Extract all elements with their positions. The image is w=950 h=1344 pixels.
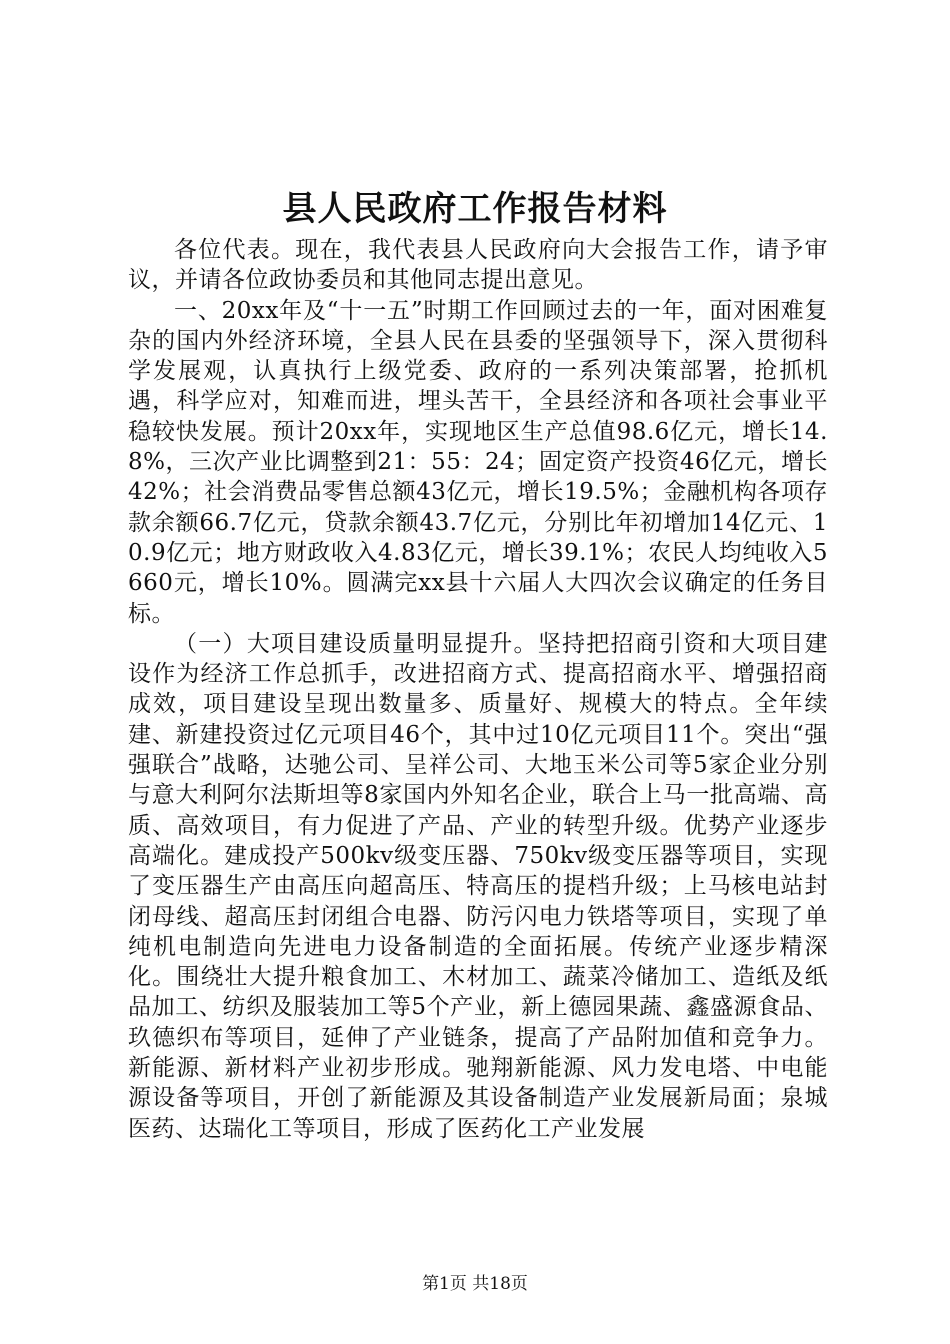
paragraph-review-overview: 一、20xx年及“十一五”时期工作回顾过去的一年，面对困难复杂的国内外经济环境，全县人民在县委的坚强领导下，深入贯彻科学发展观，认真执行上级党委、政府的一系列决策部署，抢抓机遇，科学应对，知难而进，埋头苦干，全县经济和各项社会事业平稳较快发展。预计20xx年，实现地区生产总值98.6亿元，增长14.8%，三次产业比调整到21：55：24；固定资产投资46亿元，增长42%；社会消费品零售总额43亿元，增长19.5%；金融机构各项存款余额66.7亿元，贷款余额43.7亿元，分别比年初增加14亿元、10.9亿元；地方财政收入4.83亿元，增长39.1%；农民人均纯收入5660元，增长10%。圆满完xx县十六届人大四次会议确定的任务目标。 (128, 297, 828, 627)
page-number-footer: 第1页 共18页 (422, 1274, 528, 1294)
document-title: 县人民政府工作报告材料 (282, 189, 668, 229)
paragraph-greeting: 各位代表。现在，我代表县人民政府向大会报告工作，请予审议，并请各位政协委员和其他同志提出意见。 (128, 237, 828, 294)
document-body (128, 235, 828, 1144)
paragraph-major-projects: （一）大项目建设质量明显提升。坚持把招商引资和大项目建设作为经济工作总抓手，改进招商方式、提高招商水平、增强招商成效，项目建设呈现出数量多、质量好、规模大的特点。全年续建、新建投资过亿元项目46个，其中过10亿元项目11个。突出“强强联合”战略，达驰公司、呈祥公司、大地玉米公司等5家企业分别与意大利阿尔法斯坦等8家国内外知名企业，联合上马一批高端、高质、高效项目，有力促进了产品、产业的转型升级。优势产业逐步高端化。建成投产500kv级变压器、750kv级变压器等项目，实现了变压器生产由高压向超高压、特高压的提档升级；上马核电站封闭母线、超高压封闭组合电器、防污闪电力铁塔等项目，实现了单纯机电制造向先进电力设备制造的全面拓展。传统产业逐步精深化。围绕壮大提升粮食加工、木材加工、蔬菜冷储加工、造纸及纸品加工、纺织及服装加工等5个产业，新上德园果蔬、鑫盛源食品、玖德织布等项目，延伸了产业链条，提高了产品附加值和竞争力。新能源、新材料产业初步形成。驰翔新能源、风力发电塔、中电能源设备等项目，开创了新能源及其设备制造产业发展新局面；泉城医药、达瑞化工等项目，形成了医药化工产业发展 (128, 630, 828, 1142)
